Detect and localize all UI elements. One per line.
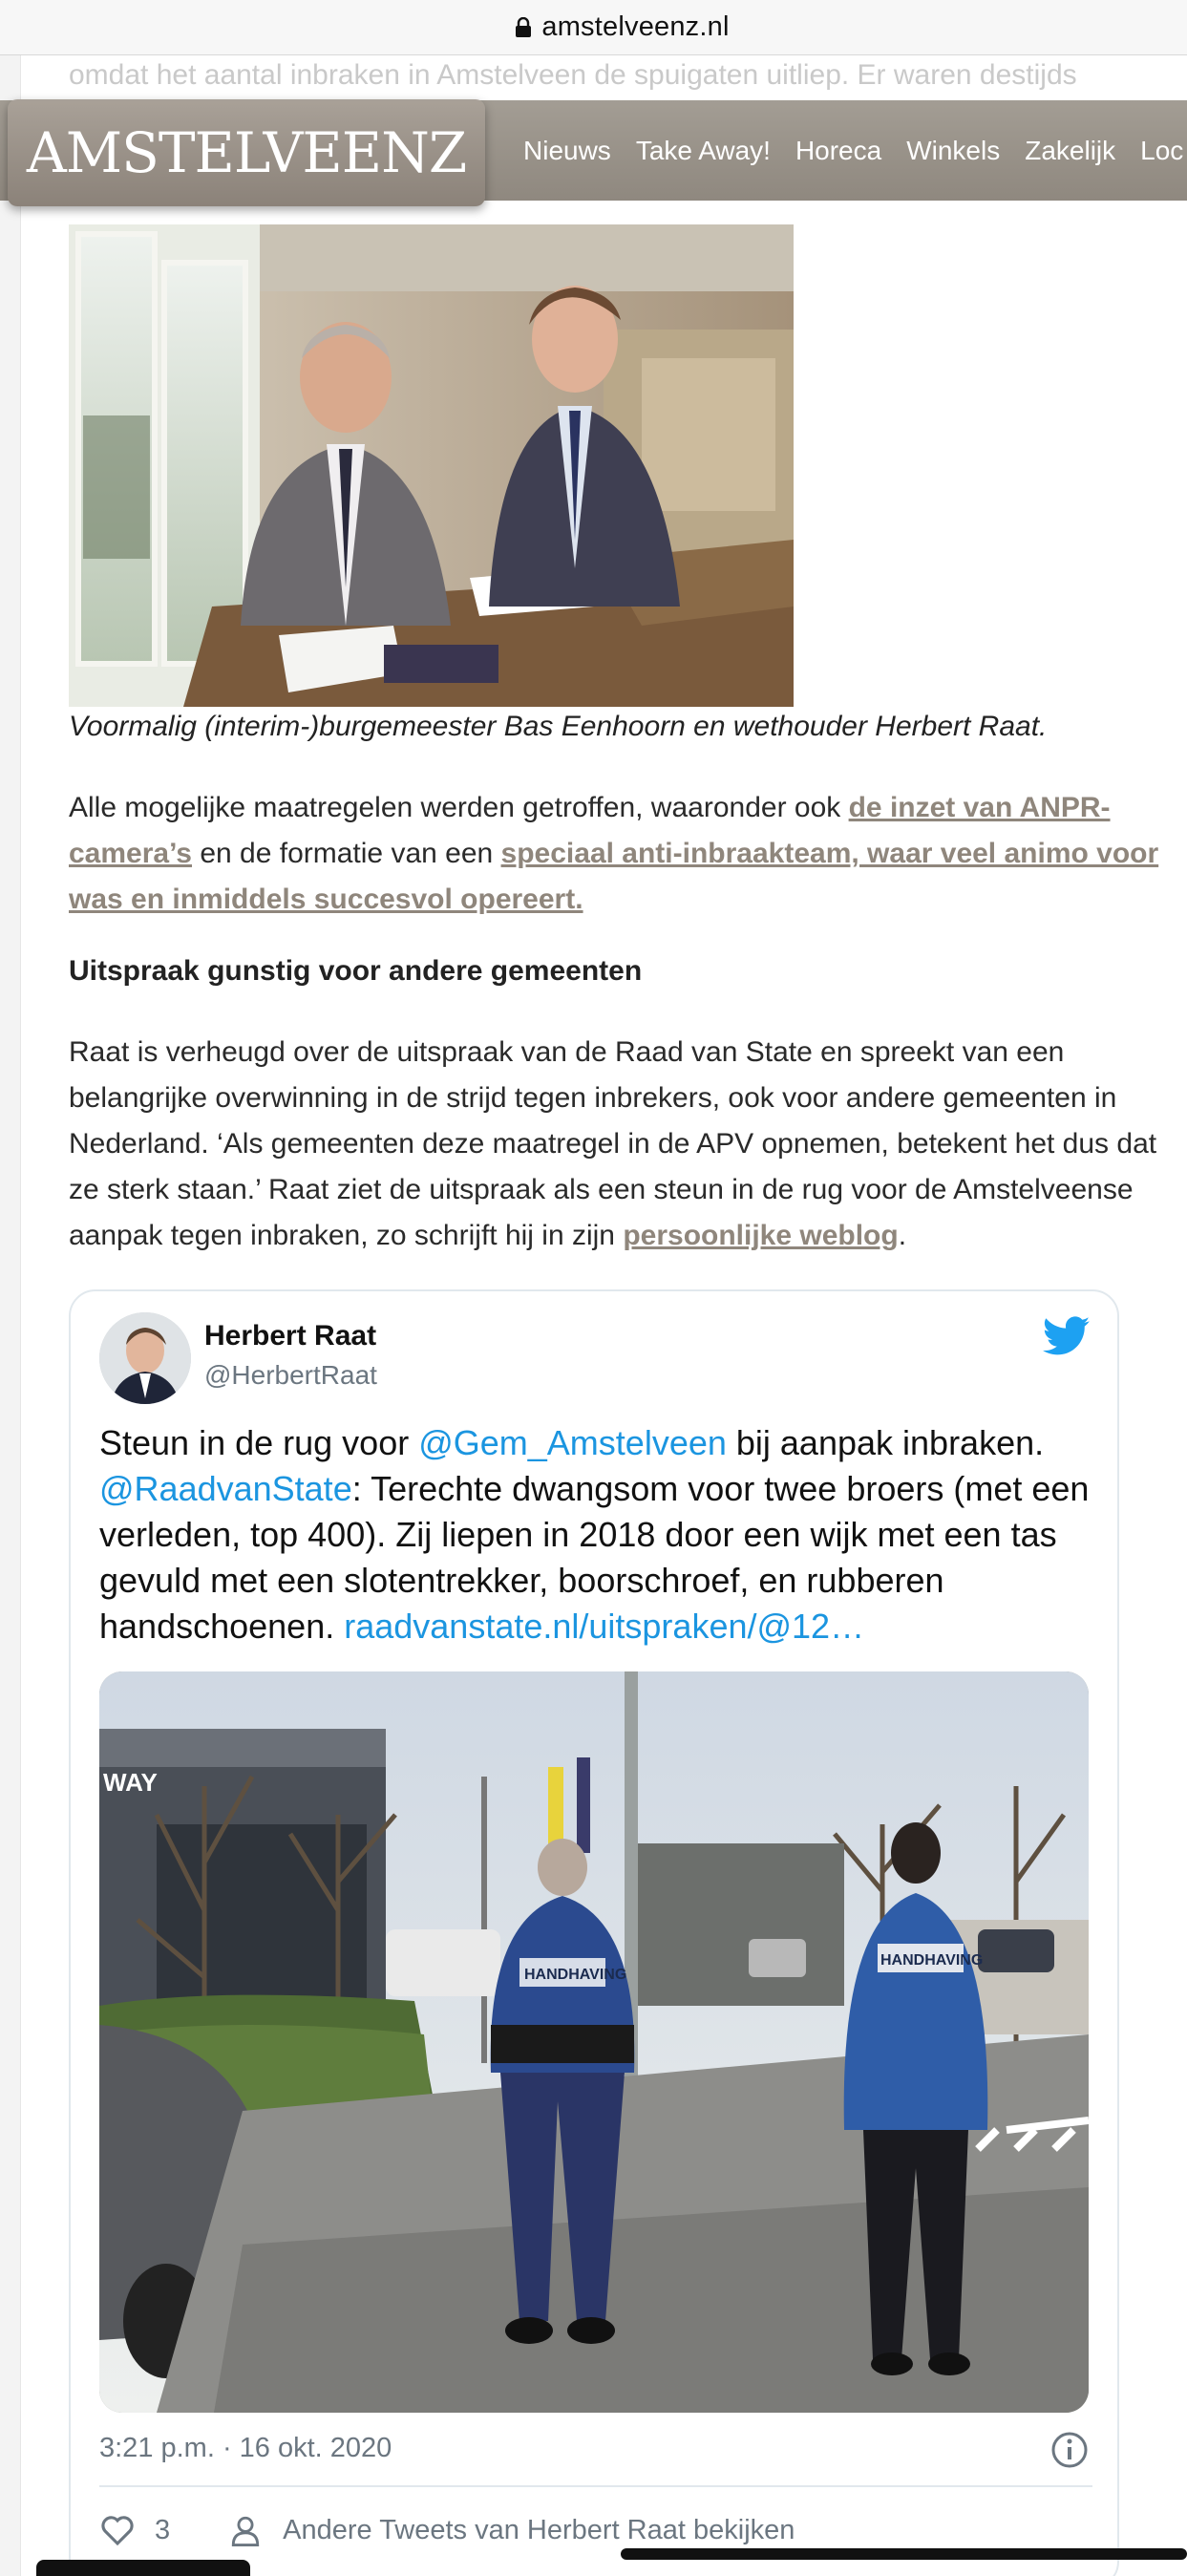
photo-caption: Voormalig (interim-)burgemeester Bas Eenhoorn en wethouder Herbert Raat. [69,711,1048,742]
tweet-author-name[interactable]: Herbert Raat [204,1320,377,1352]
url-container[interactable] [515,11,729,43]
enforcement-officers-street-illustration [99,1671,1089,2413]
vest-label-2: HANDHAVING [880,1952,984,1969]
site-logo[interactable] [8,99,485,206]
url-text[interactable]: amstelveenz.nl [541,11,730,42]
para1-text-before: Alle mogelijke maatregelen werden getroffen, waaronder ook [69,792,849,823]
lock-icon [515,17,532,38]
left-gutter [0,55,21,2576]
scrolled-text-fragment: omdat het aantal inbraken in Amstelveen de spuigaten uitliep. Er waren destijds [69,59,1077,91]
tweet-text-2: bij aanpak inbraken. [726,1423,1045,1462]
info-icon[interactable] [1050,2431,1089,2469]
logo-text[interactable]: AMSTELVEENZ [26,120,467,185]
embedded-tweet[interactable] [69,1289,1119,2576]
anpr-camera-link[interactable]: de inzet van ANPR-camera’s [69,792,1111,869]
tweet-author-handle[interactable]: @HerbertRaat [204,1360,377,1390]
nav-item-winkels[interactable]: Winkels [906,135,1001,165]
para1-text-middle: en de formatie van een [192,838,501,869]
para2-end: . [898,1220,907,1251]
vest-label-1: HANDHAVING [524,1967,627,1983]
mention-gem-amstelveen[interactable]: @Gem_Amstelveen [418,1423,727,1462]
office-meeting-illustration [69,224,794,707]
browser-url-bar[interactable] [0,0,1187,55]
article-photo [69,224,794,707]
tweet-text-3: : Terechte dwangsom voor twee broers (met een verleden, top 400). Zij liepen in 2018 door een wijk met een tas gevuld met een slotentrekker, boorschroef, en rubberen handschoenen. [99,1469,1090,1646]
building-sign-text: WAY [103,1768,158,1797]
nav-item-horeca[interactable]: Horeca [795,135,882,165]
person-icon[interactable] [227,2514,264,2546]
heart-icon[interactable] [99,2514,136,2546]
tweet-photo[interactable] [99,1671,1089,2413]
bottom-bar-left [36,2560,250,2576]
anti-inbraakteam-link[interactable]: speciaal anti-inbraakteam, waar veel animo voor was en inmiddels succesvol opereert. [69,838,1159,915]
nav-item-take-away[interactable]: Take Away! [635,135,771,165]
nav-item-nieuws[interactable]: Nieuws [523,135,611,165]
tweet-body [99,1420,1092,1650]
more-tweets-link[interactable]: Andere Tweets van Herbert Raat bekijken [283,2514,795,2545]
section-heading: Uitspraak gunstig voor andere gemeenten [69,955,643,987]
nav-item-loc[interactable]: Loc [1140,135,1184,165]
tweet-text-1: Steun in de rug voor [99,1423,419,1462]
article-paragraph-1 [69,785,1176,923]
twitter-bird-icon[interactable] [1043,1316,1091,1356]
weblog-link[interactable]: persoonlijke weblog [623,1220,899,1251]
tweet-timestamp[interactable]: 3:21 p.m. · 16 okt. 2020 [99,2433,392,2463]
avatar[interactable] [99,1312,191,1404]
tweet-actions [99,2506,795,2554]
avatar-portrait [99,1312,191,1404]
like-count[interactable]: 3 [155,2514,171,2545]
nav-menu [523,100,1183,201]
para2-text: Raat is verheugd over de uitspraak van de Raad van State en spreekt van een belangrijke overwinning in de strijd tegen inbrekers, ook voor andere gemeenten in Nederland. ‘Als gemeenten deze maatregel in de APV opnemen, betekent het dus dat ze sterk staan.’ Raat ziet de uitspraak als een steun in de rug voor de Amstelveense aanpak tegen inbraken, zo schrijft hij in zijn [69,1036,1157,1251]
mention-raadvanstate[interactable]: @RaadvanState [99,1469,352,1508]
tweet-url-link[interactable]: raadvanstate.nl/uitspraken/@12… [344,1607,865,1646]
article-paragraph-2 [69,1030,1176,1259]
tweet-divider [99,2485,1092,2487]
nav-item-zakelijk[interactable]: Zakelijk [1025,135,1116,165]
home-indicator[interactable] [621,2548,1187,2560]
